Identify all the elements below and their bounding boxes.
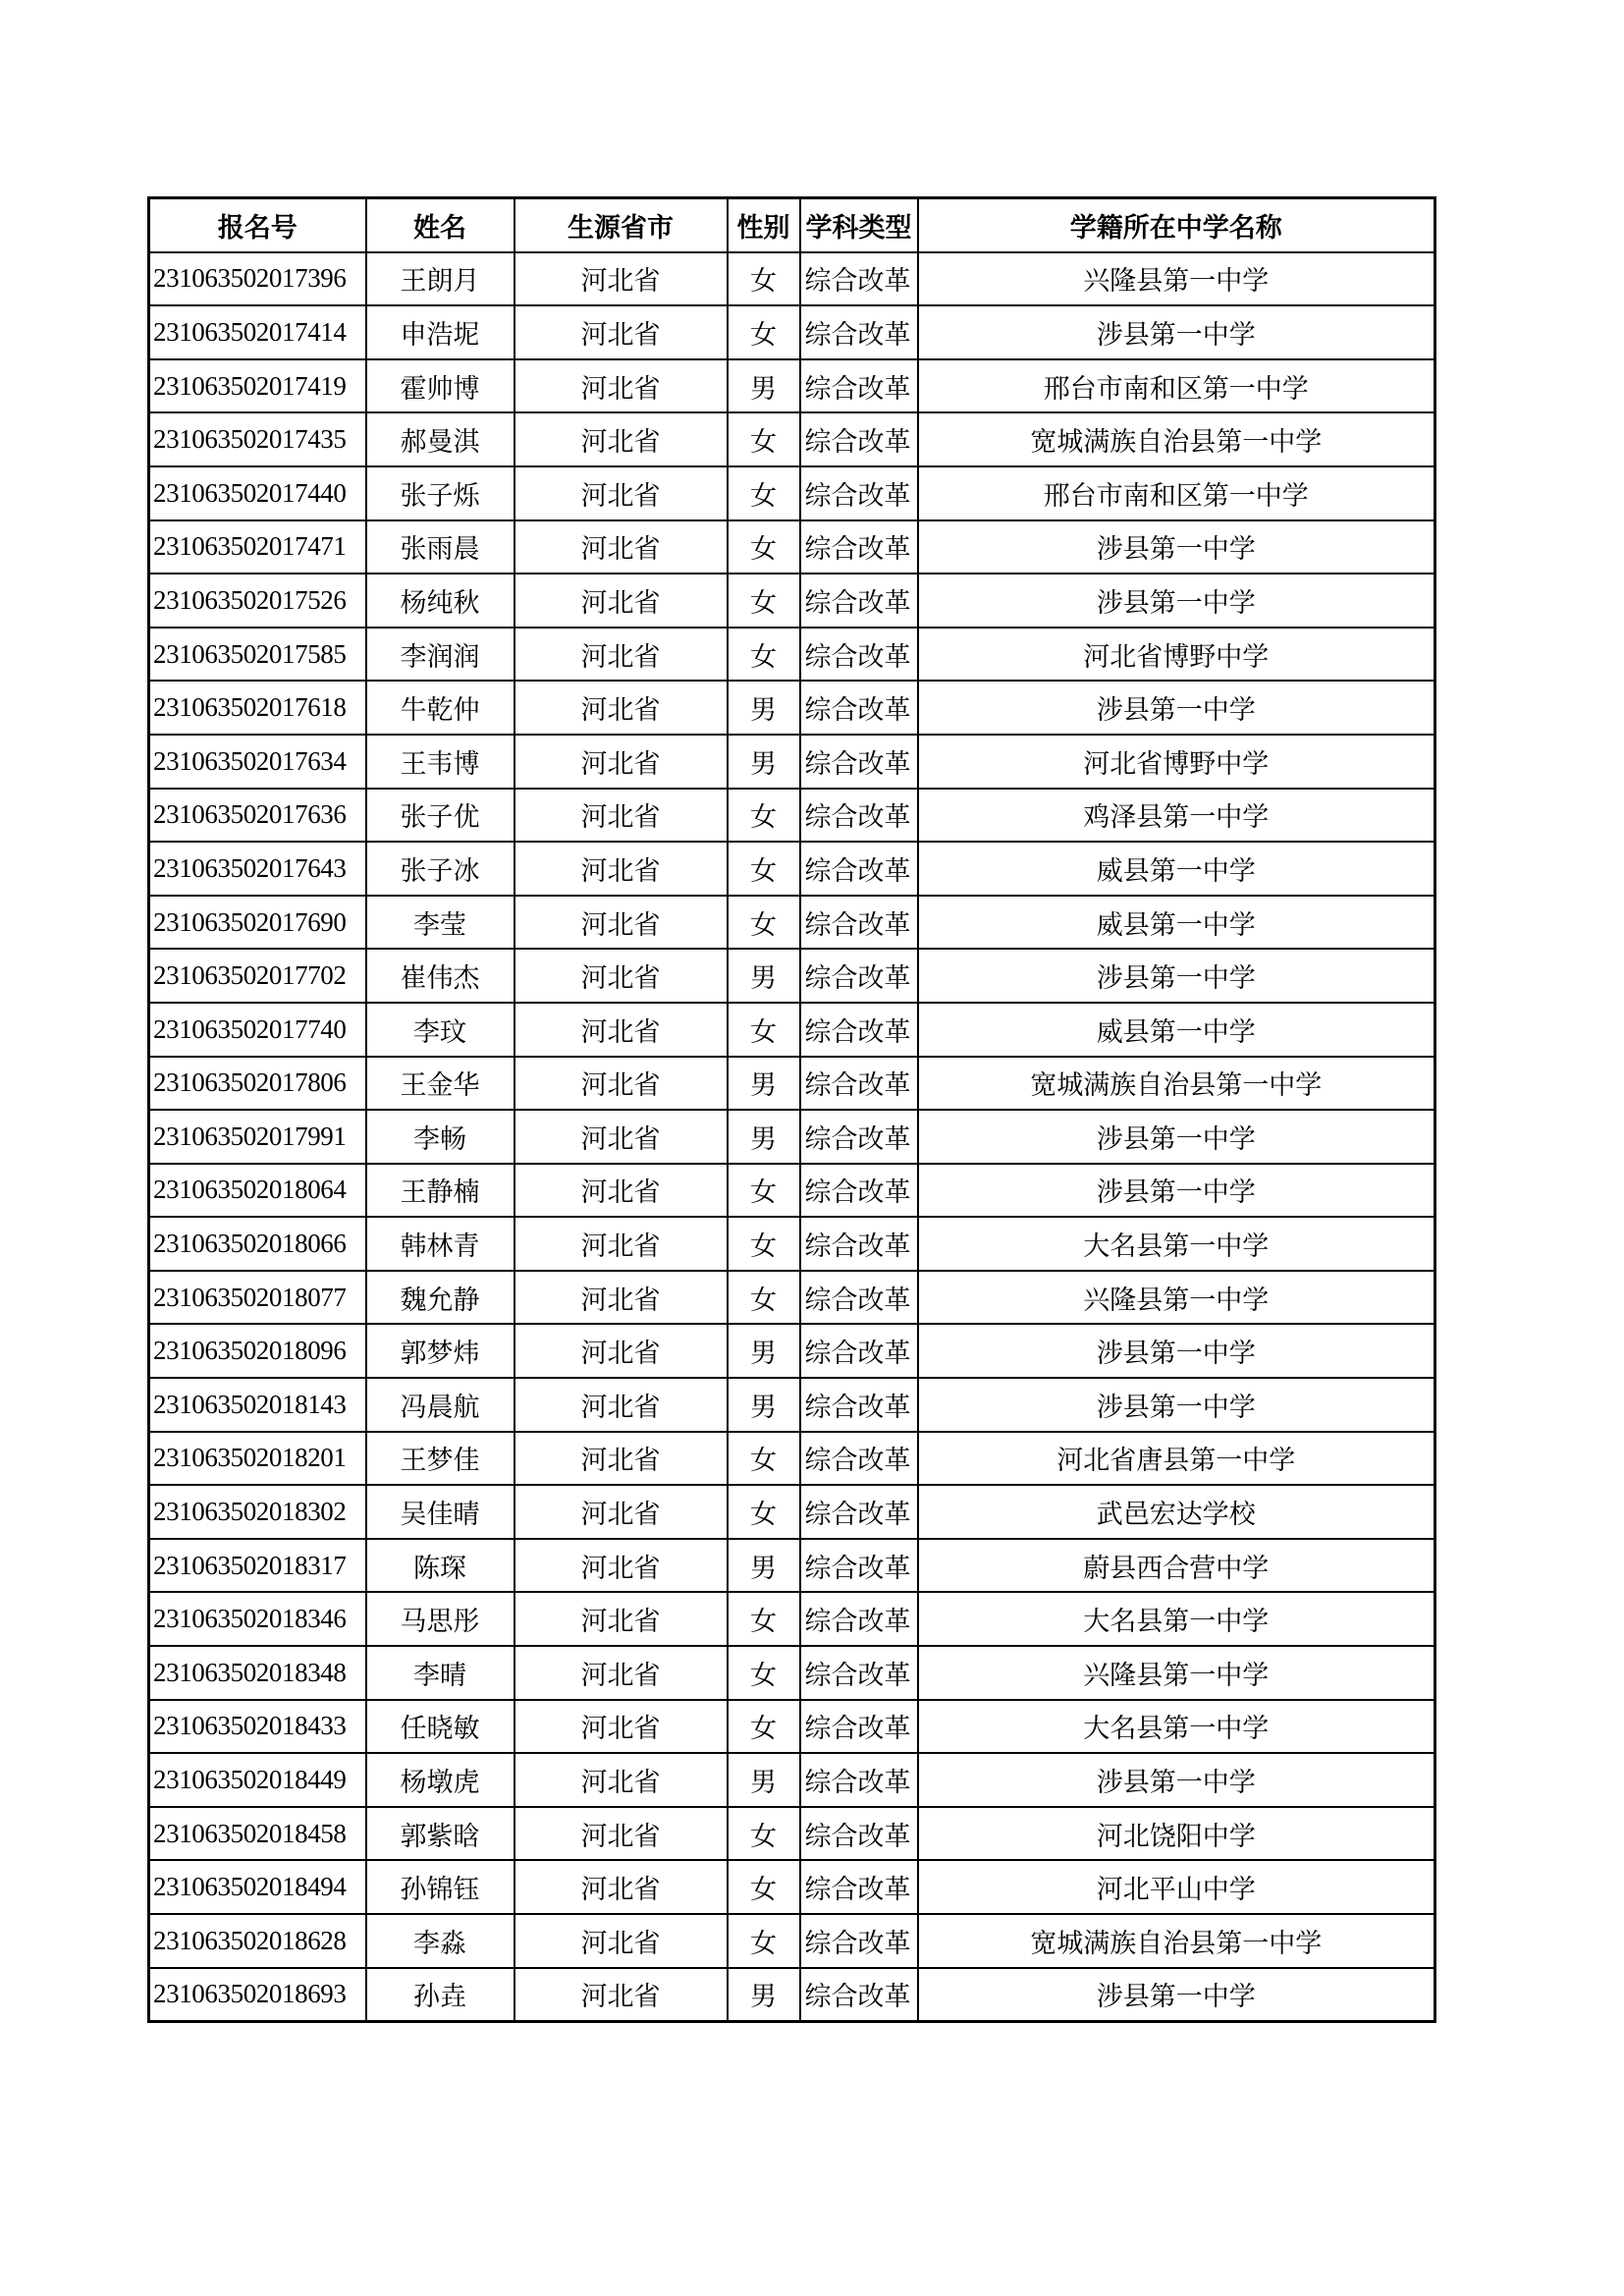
high-school-cell: 威县第一中学 [918,896,1435,950]
name-cell: 韩林青 [366,1217,514,1271]
table-row [149,1592,1435,1646]
table-row [149,1539,1435,1593]
registration-number-cell: 231063502017690 [149,896,366,950]
subject-type-cell: 综合改革 [800,1057,918,1111]
province-cell: 河北省 [514,466,728,520]
high-school-cell: 河北省博野中学 [918,628,1435,682]
gender-cell: 女 [728,305,800,359]
registration-number-cell: 231063502018317 [149,1539,366,1593]
gender-cell: 男 [728,359,800,413]
province-cell: 河北省 [514,305,728,359]
name-cell: 李畅 [366,1110,514,1164]
gender-cell: 男 [728,681,800,735]
table-row [149,949,1435,1003]
province-cell: 河北省 [514,1271,728,1325]
province-cell: 河北省 [514,1057,728,1111]
subject-type-cell: 综合改革 [800,628,918,682]
table-row [149,628,1435,682]
province-cell: 河北省 [514,1324,728,1378]
registration-number-cell: 231063502018302 [149,1485,366,1539]
table-row [149,896,1435,950]
province-cell: 河北省 [514,1003,728,1057]
registration-number-cell: 231063502018458 [149,1807,366,1861]
name-cell: 李润润 [366,628,514,682]
high-school-cell: 威县第一中学 [918,842,1435,896]
header-province: 生源省市 [514,198,728,252]
name-cell: 郭梦炜 [366,1324,514,1378]
table-row [149,1164,1435,1218]
high-school-cell: 河北饶阳中学 [918,1807,1435,1861]
province-cell: 河北省 [514,896,728,950]
high-school-cell: 河北平山中学 [918,1860,1435,1914]
name-cell: 冯晨航 [366,1378,514,1432]
gender-cell: 女 [728,1485,800,1539]
registration-number-cell: 231063502018066 [149,1217,366,1271]
table-row [149,1968,1435,2022]
subject-type-cell: 综合改革 [800,359,918,413]
registration-number-cell: 231063502017636 [149,789,366,843]
registration-number-cell: 231063502018628 [149,1914,366,1968]
registration-number-cell: 231063502018348 [149,1646,366,1700]
registration-number-cell: 231063502017740 [149,1003,366,1057]
table-row [149,842,1435,896]
gender-cell: 男 [728,949,800,1003]
name-cell: 马思彤 [366,1592,514,1646]
table-row [149,1378,1435,1432]
name-cell: 李晴 [366,1646,514,1700]
subject-type-cell: 综合改革 [800,735,918,789]
province-cell: 河北省 [514,520,728,574]
province-cell: 河北省 [514,1378,728,1432]
name-cell: 郝曼淇 [366,412,514,466]
province-cell: 河北省 [514,1914,728,1968]
high-school-cell: 邢台市南和区第一中学 [918,359,1435,413]
province-cell: 河北省 [514,1968,728,2022]
subject-type-cell: 综合改革 [800,681,918,735]
name-cell: 李玟 [366,1003,514,1057]
high-school-cell: 大名县第一中学 [918,1592,1435,1646]
gender-cell: 女 [728,1807,800,1861]
subject-type-cell: 综合改革 [800,1432,918,1486]
high-school-cell: 邢台市南和区第一中学 [918,466,1435,520]
table-row [149,412,1435,466]
subject-type-cell: 综合改革 [800,1807,918,1861]
name-cell: 张子烁 [366,466,514,520]
header-registration-number: 报名号 [149,198,366,252]
province-cell: 河北省 [514,1110,728,1164]
table-row [149,520,1435,574]
high-school-cell: 涉县第一中学 [918,1110,1435,1164]
subject-type-cell: 综合改革 [800,520,918,574]
high-school-cell: 涉县第一中学 [918,1753,1435,1807]
gender-cell: 女 [728,1592,800,1646]
name-cell: 张子优 [366,789,514,843]
registration-number-cell: 231063502017440 [149,466,366,520]
table-row [149,359,1435,413]
table-row [149,1860,1435,1914]
table-row [149,1485,1435,1539]
gender-cell: 男 [728,1324,800,1378]
registration-number-cell: 231063502017585 [149,628,366,682]
province-cell: 河北省 [514,252,728,306]
high-school-cell: 涉县第一中学 [918,1968,1435,2022]
registration-number-cell: 231063502018143 [149,1378,366,1432]
table-row [149,1324,1435,1378]
table-row [149,1432,1435,1486]
name-cell: 郭紫晗 [366,1807,514,1861]
high-school-cell: 涉县第一中学 [918,520,1435,574]
name-cell: 霍帅博 [366,359,514,413]
header-subject-type: 学科类型 [800,198,918,252]
subject-type-cell: 综合改革 [800,1271,918,1325]
subject-type-cell: 综合改革 [800,842,918,896]
registration-number-cell: 231063502017618 [149,681,366,735]
name-cell: 王朗月 [366,252,514,306]
table-row [149,1700,1435,1754]
registration-number-cell: 231063502017414 [149,305,366,359]
registration-number-cell: 231063502017806 [149,1057,366,1111]
registration-number-cell: 231063502018494 [149,1860,366,1914]
table-body [149,252,1435,2022]
subject-type-cell: 综合改革 [800,1914,918,1968]
high-school-cell: 河北省唐县第一中学 [918,1432,1435,1486]
province-cell: 河北省 [514,1164,728,1218]
name-cell: 吴佳晴 [366,1485,514,1539]
province-cell: 河北省 [514,412,728,466]
province-cell: 河北省 [514,1646,728,1700]
gender-cell: 女 [728,520,800,574]
high-school-cell: 大名县第一中学 [918,1700,1435,1754]
name-cell: 王金华 [366,1057,514,1111]
high-school-cell: 涉县第一中学 [918,574,1435,628]
name-cell: 孙垚 [366,1968,514,2022]
name-cell: 李淼 [366,1914,514,1968]
header-name: 姓名 [366,198,514,252]
gender-cell: 女 [728,1700,800,1754]
table-row [149,1646,1435,1700]
province-cell: 河北省 [514,1217,728,1271]
high-school-cell: 威县第一中学 [918,1003,1435,1057]
subject-type-cell: 综合改革 [800,1485,918,1539]
gender-cell: 女 [728,574,800,628]
registration-number-cell: 231063502017435 [149,412,366,466]
gender-cell: 女 [728,1217,800,1271]
name-cell: 杨纯秋 [366,574,514,628]
subject-type-cell: 综合改革 [800,949,918,1003]
subject-type-cell: 综合改革 [800,1646,918,1700]
province-cell: 河北省 [514,359,728,413]
registration-number-cell: 231063502018201 [149,1432,366,1486]
gender-cell: 男 [728,1110,800,1164]
registration-number-cell: 231063502017991 [149,1110,366,1164]
high-school-cell: 蔚县西合营中学 [918,1539,1435,1593]
subject-type-cell: 综合改革 [800,412,918,466]
registration-number-cell: 231063502017526 [149,574,366,628]
gender-cell: 男 [728,1057,800,1111]
name-cell: 张子冰 [366,842,514,896]
registration-number-cell: 231063502018064 [149,1164,366,1218]
registration-number-cell: 231063502017396 [149,252,366,306]
high-school-cell: 涉县第一中学 [918,681,1435,735]
high-school-cell: 涉县第一中学 [918,1164,1435,1218]
subject-type-cell: 综合改革 [800,1324,918,1378]
province-cell: 河北省 [514,1592,728,1646]
table-row [149,1914,1435,1968]
subject-type-cell: 综合改革 [800,1110,918,1164]
name-cell: 申浩坭 [366,305,514,359]
gender-cell: 男 [728,1539,800,1593]
province-cell: 河北省 [514,1539,728,1593]
province-cell: 河北省 [514,1485,728,1539]
high-school-cell: 涉县第一中学 [918,949,1435,1003]
name-cell: 王韦博 [366,735,514,789]
gender-cell: 女 [728,252,800,306]
registration-number-cell: 231063502018346 [149,1592,366,1646]
province-cell: 河北省 [514,1700,728,1754]
high-school-cell: 兴隆县第一中学 [918,1646,1435,1700]
name-cell: 杨墩虎 [366,1753,514,1807]
province-cell: 河北省 [514,1860,728,1914]
registration-number-cell: 231063502018693 [149,1968,366,2022]
province-cell: 河北省 [514,1753,728,1807]
gender-cell: 女 [728,466,800,520]
table-row [149,252,1435,306]
registration-number-cell: 231063502018449 [149,1753,366,1807]
high-school-cell: 宽城满族自治县第一中学 [918,1057,1435,1111]
subject-type-cell: 综合改革 [800,466,918,520]
gender-cell: 男 [728,1753,800,1807]
subject-type-cell: 综合改革 [800,1700,918,1754]
gender-cell: 女 [728,412,800,466]
province-cell: 河北省 [514,681,728,735]
table-row [149,1753,1435,1807]
province-cell: 河北省 [514,1432,728,1486]
province-cell: 河北省 [514,735,728,789]
gender-cell: 男 [728,735,800,789]
table-header-row [149,198,1435,252]
table-row [149,1271,1435,1325]
subject-type-cell: 综合改革 [800,1003,918,1057]
subject-type-cell: 综合改革 [800,1592,918,1646]
high-school-cell: 武邑宏达学校 [918,1485,1435,1539]
subject-type-cell: 综合改革 [800,1164,918,1218]
table-row [149,1110,1435,1164]
table-row [149,574,1435,628]
province-cell: 河北省 [514,628,728,682]
table-row [149,1057,1435,1111]
subject-type-cell: 综合改革 [800,305,918,359]
subject-type-cell: 综合改革 [800,1539,918,1593]
subject-type-cell: 综合改革 [800,789,918,843]
name-cell: 崔伟杰 [366,949,514,1003]
high-school-cell: 兴隆县第一中学 [918,252,1435,306]
subject-type-cell: 综合改革 [800,1217,918,1271]
subject-type-cell: 综合改革 [800,574,918,628]
table-row [149,466,1435,520]
subject-type-cell: 综合改革 [800,252,918,306]
name-cell: 牛乾仲 [366,681,514,735]
table-row [149,789,1435,843]
name-cell: 王静楠 [366,1164,514,1218]
name-cell: 孙锦钰 [366,1860,514,1914]
name-cell: 魏允静 [366,1271,514,1325]
gender-cell: 女 [728,1271,800,1325]
table-row [149,1217,1435,1271]
gender-cell: 女 [728,1164,800,1218]
table-row [149,681,1435,735]
header-high-school: 学籍所在中学名称 [918,198,1435,252]
province-cell: 河北省 [514,842,728,896]
gender-cell: 女 [728,896,800,950]
subject-type-cell: 综合改革 [800,1968,918,2022]
high-school-cell: 涉县第一中学 [918,1324,1435,1378]
gender-cell: 男 [728,1378,800,1432]
registration-number-cell: 231063502017634 [149,735,366,789]
subject-type-cell: 综合改革 [800,1378,918,1432]
name-cell: 李莹 [366,896,514,950]
gender-cell: 女 [728,628,800,682]
high-school-cell: 河北省博野中学 [918,735,1435,789]
high-school-cell: 兴隆县第一中学 [918,1271,1435,1325]
gender-cell: 男 [728,1968,800,2022]
name-cell: 张雨晨 [366,520,514,574]
province-cell: 河北省 [514,949,728,1003]
table-row [149,1003,1435,1057]
registration-number-cell: 231063502017702 [149,949,366,1003]
gender-cell: 女 [728,789,800,843]
high-school-cell: 宽城满族自治县第一中学 [918,412,1435,466]
registration-number-cell: 231063502018096 [149,1324,366,1378]
gender-cell: 女 [728,1432,800,1486]
high-school-cell: 涉县第一中学 [918,1378,1435,1432]
subject-type-cell: 综合改革 [800,896,918,950]
subject-type-cell: 综合改革 [800,1860,918,1914]
table-row [149,735,1435,789]
table-row [149,305,1435,359]
subject-type-cell: 综合改革 [800,1753,918,1807]
registration-number-cell: 231063502018433 [149,1700,366,1754]
admission-roster-table [147,196,1436,2023]
gender-cell: 女 [728,842,800,896]
high-school-cell: 涉县第一中学 [918,305,1435,359]
registration-number-cell: 231063502017471 [149,520,366,574]
registration-number-cell: 231063502017419 [149,359,366,413]
name-cell: 任晓敏 [366,1700,514,1754]
name-cell: 王梦佳 [366,1432,514,1486]
table-row [149,1807,1435,1861]
gender-cell: 女 [728,1646,800,1700]
high-school-cell: 鸡泽县第一中学 [918,789,1435,843]
gender-cell: 女 [728,1003,800,1057]
header-gender: 性别 [728,198,800,252]
high-school-cell: 宽城满族自治县第一中学 [918,1914,1435,1968]
province-cell: 河北省 [514,574,728,628]
province-cell: 河北省 [514,789,728,843]
registration-number-cell: 231063502017643 [149,842,366,896]
gender-cell: 女 [728,1860,800,1914]
name-cell: 陈琛 [366,1539,514,1593]
province-cell: 河北省 [514,1807,728,1861]
registration-number-cell: 231063502018077 [149,1271,366,1325]
high-school-cell: 大名县第一中学 [918,1217,1435,1271]
gender-cell: 女 [728,1914,800,1968]
